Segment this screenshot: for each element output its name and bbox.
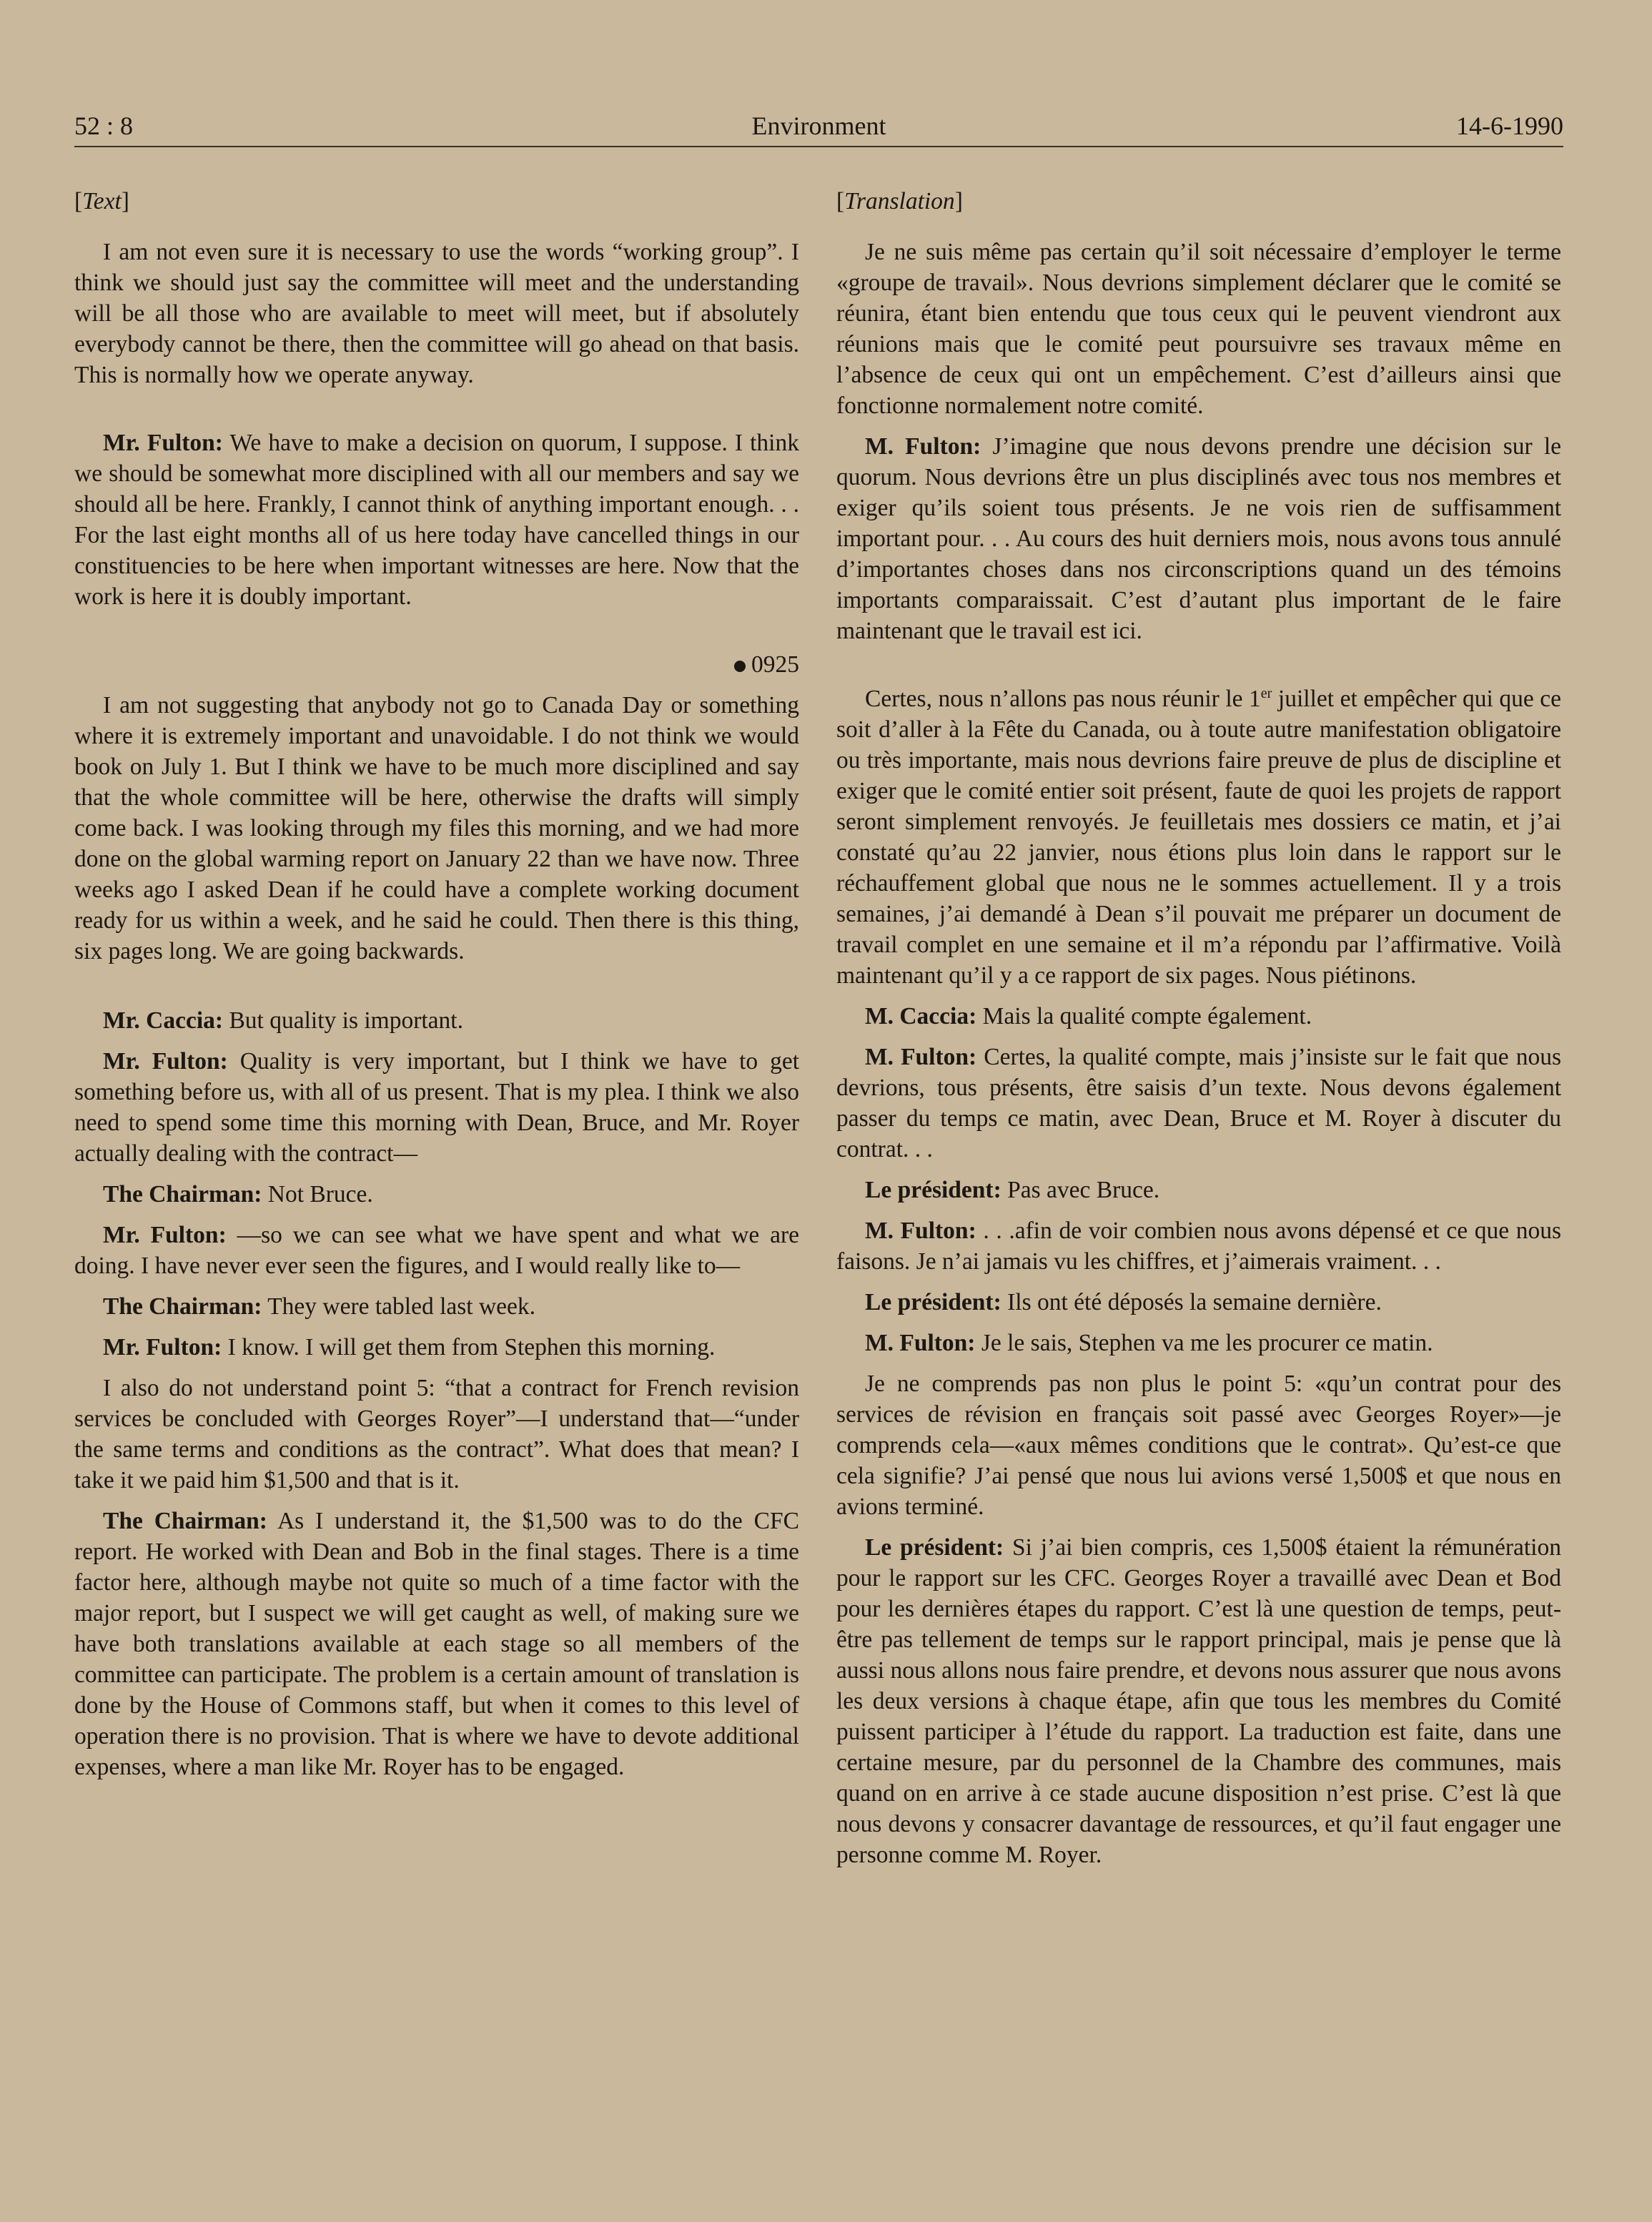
speech: J’imagine que nous devons prendre une décision sur le quorum. Nous devrions être un plus disciplinés avec tous nos membres et exiger qu’ils soient tous présents. Je ne vois rien de suffisamment important pour. . . Au cours des huit derniers mois, nous avons tous annulé d’importantes choses dans nos circonscriptions quand un des témoins importants comparaissait. C’est d’autant plus important de le faire maintenant que le travail est ici.: [836, 433, 1562, 644]
translation-tag: [Translation]: [836, 188, 963, 214]
paragraph: Je ne suis même pas certain qu’il soit nécessaire d’employer le terme «groupe de travail». Nous devrions simplement déclarer que le comité se réunira, étant bien entendu que tous ceux qui le peuvent viendront aux réunions mais que le comité peut poursuivre ses travaux même en l’absence de ceux qui ont un empêchement. C’est d’ailleurs ainsi que fonctionne normalement notre comité.: [836, 239, 1561, 419]
paragraph: [836, 1287, 1561, 1318]
speech: Pas avec Bruce.: [1007, 1177, 1160, 1203]
speaker: The Chairman:: [103, 1508, 267, 1534]
speaker: The Chairman:: [103, 1181, 262, 1208]
paragraph: [74, 1291, 799, 1322]
speaker: The Chairman:: [103, 1293, 262, 1320]
speaker: Le président:: [865, 1289, 1001, 1315]
paragraph: [74, 1506, 799, 1782]
speech: Quality is very important, but I think we have to get something before us, with all of us present. That is my plea. I think we also need to spend some time this morning with Dean, Bruce, and Mr. Royer actually dealing with the contract—: [74, 1048, 800, 1167]
speech: Ils ont été déposés la semaine dernière.: [1007, 1289, 1382, 1315]
speaker: M. Fulton:: [865, 433, 981, 460]
speaker: M. Caccia:: [865, 1003, 977, 1029]
speaker: Mr. Fulton:: [103, 1222, 227, 1248]
paragraph: [836, 1001, 1561, 1032]
paragraph: I am not even sure it is necessary to use the words “working group”. I think we should just say the committee will meet and the understanding will be all those who are available to meet will meet, but if absolutely everybody cannot be there, then the committee will go ahead on that basis. This is normally how we operate anyway.: [74, 239, 799, 388]
speaker: Mr. Caccia:: [103, 1007, 224, 1034]
paragraph: [836, 1532, 1561, 1870]
speaker: M. Fulton:: [865, 1044, 977, 1070]
speaker: Le président:: [865, 1534, 1004, 1561]
paragraph: [836, 1215, 1561, 1277]
english-column: [74, 186, 799, 1792]
speech: As I understand it, the $1,500 was to do the CFC report. He worked with Dean and Bob in the final stages. There is a time factor here, although maybe not quite so much of a time factor with the major report, but I suspect we will get caught as well, of making sure we have both translations available at each stage so all members of the committee can participate. The problem is a certain amount of translation is done by the House of Commons staff, but when it comes to this level of operation there is no provision. That is where we have to devote additional expenses, where a man like Mr. Royer has to be engaged.: [74, 1508, 799, 1780]
speech: Je le sais, Stephen va me les procurer ce matin.: [981, 1330, 1433, 1356]
superscript: er: [1260, 685, 1272, 701]
speaker: Mr. Fulton:: [103, 430, 223, 456]
speaker: Mr. Fulton:: [103, 1048, 228, 1075]
paragraph: I am not suggesting that anybody not go to Canada Day or something where it is extremely important and unavoidable. I do not think we would book on July 1. But I think we have to be much more disciplined and say that the whole committee will be here, otherwise the drafts will simply come back. I was looking through my files this morning, and we had more done on the global warming report on January 22 than we have now. Three weeks ago I asked Dean if he could have a complete working document ready for us within a week, and he said he could. Then there is this thing, six pages long. We are going backwards.: [74, 692, 799, 964]
speech: juillet et empêcher qui que ce soit d’aller à la Fête du Canada, ou à toute autre manifestation obligatoire ou très importante, mais nous devrions faire preuve de plus de discipline et exiger que le comité entier soit présent, faute de quoi les projets de rapport seront simplement renvoyés. Je feuilletais mes dossiers ce matin, et j’ai constaté qu’au 22 janvier, nous étions plus loin dans le rapport sur le réchauffement global que nous ne le sommes actuellement. Il y a trois semaines, j’ai demandé à Dean s’il pouvait me préparer un document de travail complet en une semaine et il m’a répondu par l’affirmative. Voilà maintenant qu’il y a ce rapport de six pages. Nous piétinons.: [836, 686, 1562, 989]
speech: We have to make a decision on quorum, I suppose. I think we should be somewhat more disciplined with all our members and say we should all be here. Frankly, I cannot think of anything important enough. . . For the last eight months all of us here today have cancelled things in our constituencies to be here when important witnesses are here. Now that the work is here it is doubly important.: [74, 430, 799, 610]
speaker: M. Fulton:: [865, 1218, 976, 1244]
french-column: [836, 186, 1561, 1880]
page-header: [74, 106, 1563, 147]
speech: I know. I will get them from Stephen this morning.: [227, 1334, 716, 1361]
translation-tag-label: Translation: [844, 188, 955, 214]
paragraph: [836, 1328, 1561, 1358]
speech: Mais la qualité compte également.: [982, 1003, 1312, 1029]
paragraph: [74, 1179, 799, 1210]
page-date: 14-6-1990: [1456, 112, 1563, 140]
speaker: Mr. Fulton:: [103, 1334, 222, 1361]
speech: Si j’ai bien compris, ces 1,500$ étaient la rémunération pour le rapport sur les CFC. Georges Royer a travaillé avec Dean et Bod pour les dernières étapes du rapport. C’est là une question de temps, peut-être pas tellement de temps sur le rapport principal, mais je pense que là aussi nous allons nous faire prendre, et devons nous assurer que nous avons les deux versions à chaque étape, afin que tous les membres du Comité puissent participer à l’étude du rapport. La traduction est faite, dans une certaine mesure, par du personnel de la Chambre des communes, mais quand on en arrive à ce stade aucune disposition n’est prise. C’est là que nous devons y consacrer davantage de ressources, et qu’il faut engager une personne comme M. Royer.: [836, 1534, 1561, 1868]
paragraph: [836, 431, 1561, 646]
paragraph: [74, 1220, 799, 1281]
speaker: Le président:: [865, 1177, 1001, 1203]
time-marker-label: 0925: [751, 651, 799, 678]
text-tag: [Text]: [74, 188, 129, 214]
paragraph: [836, 683, 1561, 991]
paragraph: [836, 1175, 1561, 1205]
paragraph: Je ne comprends pas non plus le point 5: «qu’un contrat pour des services de révision en français soit passé avec Georges Royer»—je comprends cela—«aux mêmes conditions que le contrat». Qu’est-ce que cela signifie? J’ai pensé que nous lui avions versé 1,500$ et que nous en avions terminé.: [836, 1371, 1561, 1520]
speaker: M. Fulton:: [865, 1330, 976, 1356]
time-marker: [74, 649, 799, 680]
paragraph: [74, 1332, 799, 1363]
speech: Not Bruce.: [267, 1181, 373, 1208]
speech: Certes, nous n’allons pas nous réunir le 1: [865, 686, 1261, 712]
page-number: 52 : 8: [74, 112, 134, 140]
paragraph: I also do not understand point 5: “that a contract for French revision services be concluded with Georges Royer”—I understand that—“under the same terms and conditions as the contract”. What does that mean? I take it we paid him $1,500 and that is it.: [74, 1375, 799, 1493]
text-tag-label: Text: [82, 188, 122, 214]
paragraph: [836, 1042, 1561, 1165]
speech: . . .afin de voir combien nous avons dépensé et ce que nous faisons. Je n’ai jamais vu les chiffres, et j’aimerais vraiment. . .: [836, 1218, 1562, 1275]
paragraph: [74, 1005, 799, 1036]
bullet-icon: [734, 661, 746, 672]
speech: Certes, la qualité compte, mais j’insiste sur le fait que nous devrions, tous présents, être saisis d’un texte. Nous devons également passer du temps ce matin, avec Dean, Bruce et M. Royer à discuter du contrat. . .: [836, 1044, 1561, 1162]
paragraph: [74, 1046, 799, 1169]
speech: But quality is important.: [229, 1007, 463, 1034]
speech: They were tabled last week.: [267, 1293, 536, 1320]
speech: —so we can see what we have spent and what we are doing. I have never ever seen the figures, and I would really like to—: [74, 1222, 800, 1279]
paragraph: [74, 428, 799, 612]
page-title: Environment: [751, 112, 886, 140]
